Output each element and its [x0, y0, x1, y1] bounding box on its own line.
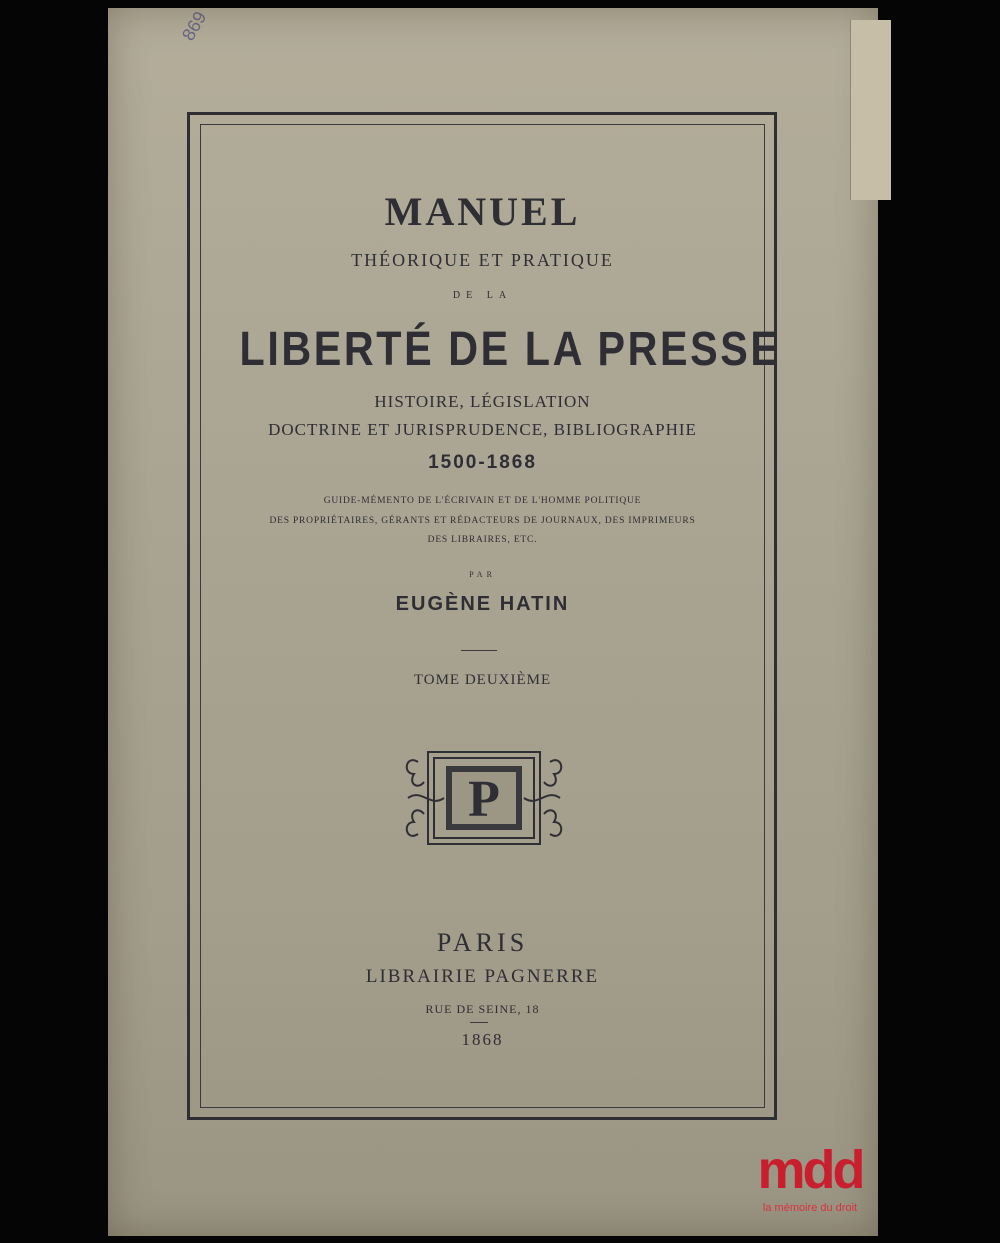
inner-frame — [200, 124, 781, 1108]
guide-line-3: DES LIBRAIRES, ETC. — [427, 535, 538, 545]
guide-line-1: GUIDE-MÉMENTO DE L'ÉCRIVAIN ET DE L'HOMME POLITIQUE — [323, 496, 642, 506]
divider — [461, 650, 497, 651]
logo-tagline: la mémoire du droit — [762, 1202, 858, 1214]
mdd-logo — [745, 1140, 875, 1220]
subject-line-2: DOCTRINE ET JURISPRUDENCE, BIBLIOGRAPHIE — [268, 420, 697, 439]
imprint-city: PARIS — [436, 928, 529, 957]
logo-letters: mdd — [757, 1140, 863, 1200]
imprint-publisher: LIBRAIRIE PAGNERRE — [365, 966, 600, 987]
monogram-letter: P — [468, 771, 500, 828]
pencil-annotation: 869 — [178, 7, 211, 45]
volume-label: TOME DEUXIÈME — [413, 672, 552, 688]
main-title: LIBERTÉ DE LA PRESSE — [239, 323, 781, 376]
subject-line-1: HISTOIRE, LÉGISLATION — [374, 392, 591, 411]
publisher-monogram-icon — [398, 744, 570, 852]
title-manuel: MANUEL — [384, 189, 581, 234]
imprint-street: RUE DE SEINE, 18 — [425, 1002, 540, 1016]
date-range: 1500-1868 — [428, 452, 537, 473]
title-connector: DE LA — [452, 290, 513, 301]
torn-corner — [850, 20, 891, 200]
author-name: EUGÈNE HATIN — [395, 593, 570, 615]
subtitle: THÉORIQUE ET PRATIQUE — [351, 250, 614, 270]
par-label: PAR — [469, 570, 496, 579]
imprint-divider — [470, 1022, 488, 1023]
imprint-year: 1868 — [461, 1030, 504, 1049]
guide-line-2: DES PROPRIÉTAIRES, GÉRANTS ET RÉDACTEURS DE JOURNAUX, DES IMPRIMEURS — [269, 516, 696, 526]
